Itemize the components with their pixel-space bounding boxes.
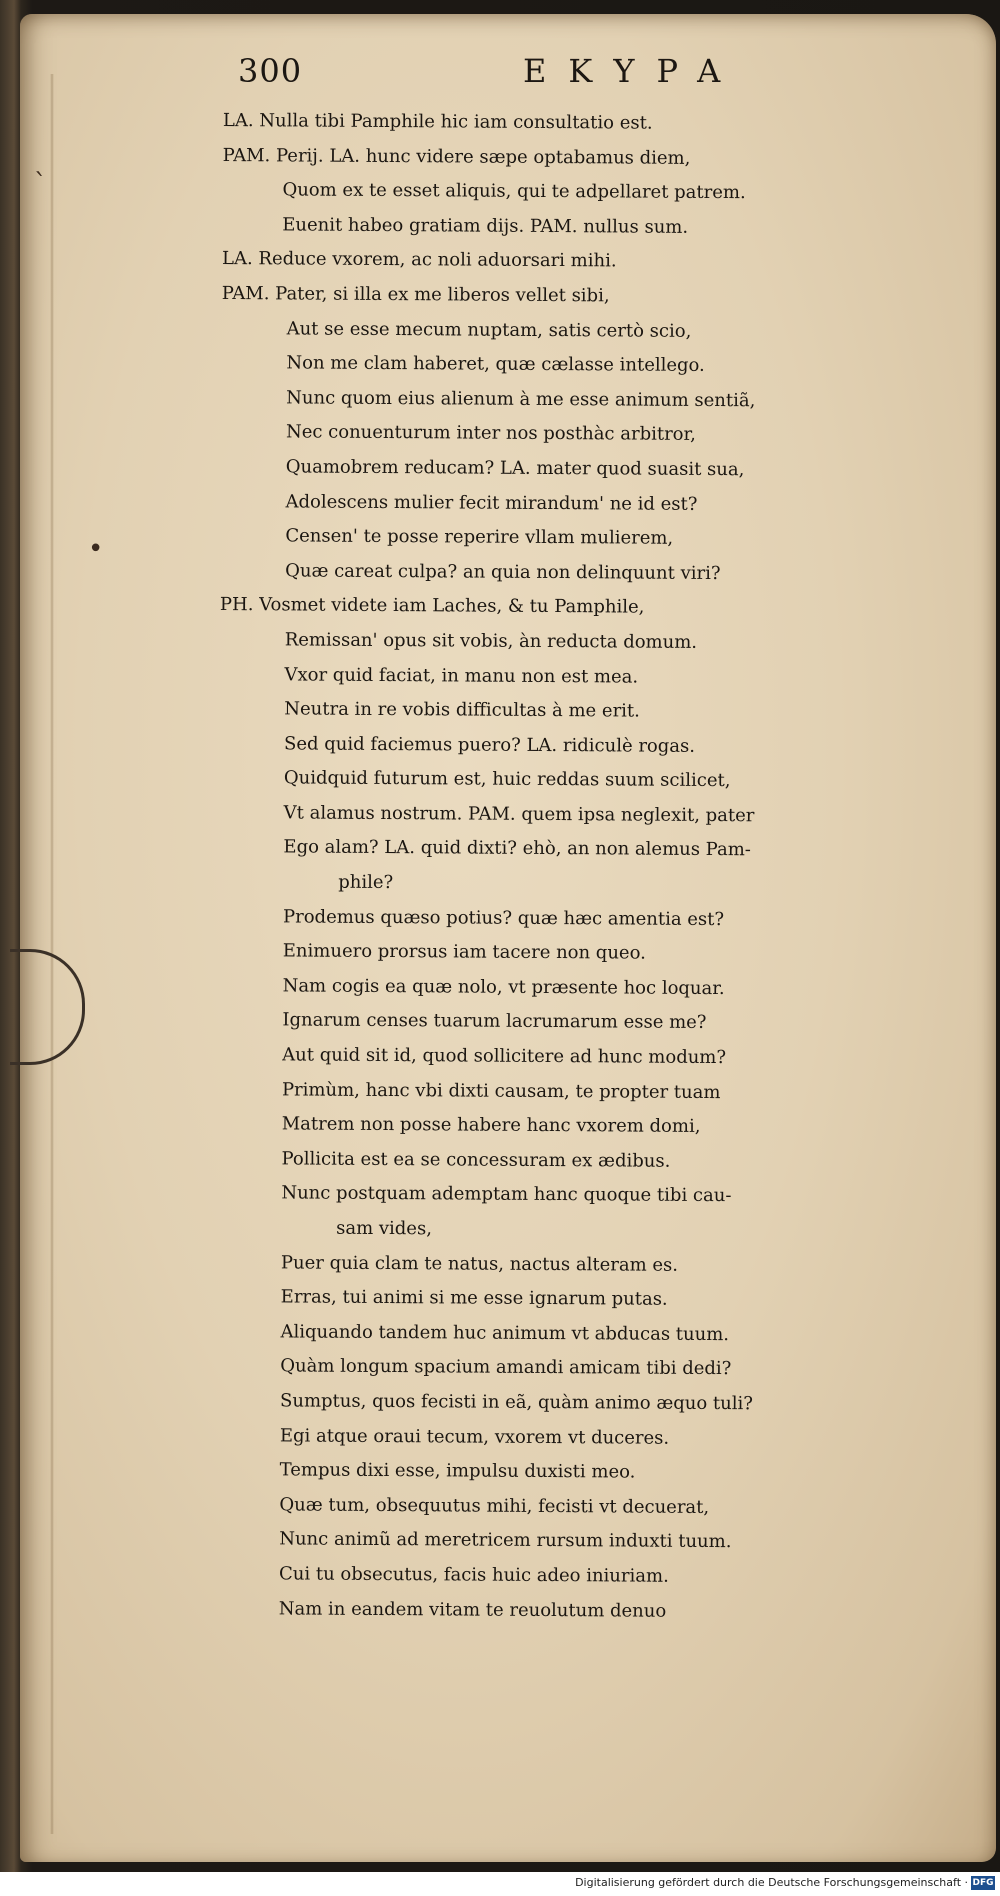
verse-text-block (214, 104, 1000, 1631)
text-line: Quamobrem reducam? LA. mater quod suasit sua, (285, 456, 745, 481)
text-line: Ignarum censes tuarum lacrumarum esse me? (282, 1009, 707, 1034)
text-line: Nam cogis ea quæ nolo, vt præsente hoc loquar. (282, 975, 725, 999)
text-line: Nec conuenturum inter nos posthàc arbitror, (285, 421, 696, 446)
text-line: Tempus dixi esse, impulsu duxisti meo. (279, 1459, 636, 1483)
text-line: Primùm, hanc vbi dixti causam, te propter tuam (281, 1079, 721, 1103)
text-line: Nunc quom eius alienum à me esse animum sentiã, (286, 387, 756, 412)
text-line: Adolescens mulier fecit mirandum' ne id est? (285, 490, 698, 515)
text-line: Matrem non posse habere hanc vxorem domi, (281, 1113, 701, 1138)
footer-credit: Digitalisierung gefördert durch die Deutsche Forschungsgemeinschaft · (575, 1876, 968, 1889)
text-line: Aliquando tandem huc animum vt abducas tuum. (280, 1321, 730, 1345)
text-line: Censen' te posse reperire vllam mulierem, (285, 525, 674, 549)
page-number: 300 (238, 52, 303, 90)
clasp-mark (10, 949, 85, 1065)
text-line: Erras, tui animi si me esse ignarum putas. (280, 1286, 668, 1310)
text-line: Aut se esse mecum nuptam, satis certò scio, (286, 317, 692, 342)
text-line: Sed quid faciemus puero? LA. ridiculè rogas. (284, 733, 696, 757)
margin-dot-mark: • (88, 534, 104, 564)
text-line: Ego alam? LA. quid dixti? ehò, an non alemus Pam- (283, 836, 751, 861)
book-page (20, 14, 996, 1862)
text-line: Quom ex te esset aliquis, qui te adpellaret patrem. (282, 179, 746, 204)
text-line: Quæ careat culpa? an quia non delinquunt viri? (285, 560, 721, 584)
text-line: Euenit habeo gratiam dijs. PAM. nullus sum. (282, 214, 689, 238)
text-line: PAM. Pater, si illa ex me liberos vellet sibi, (221, 282, 610, 307)
running-head (238, 52, 938, 102)
text-line: phile? (338, 871, 394, 894)
text-line: Vxor quid faciat, in manu non est mea. (284, 663, 639, 688)
text-line: PAM. Perij. LA. hunc videre sæpe optabamus diem, (222, 144, 691, 169)
text-line: Pollicita est ea se concessuram ex ædibus. (281, 1148, 671, 1172)
dfg-logo: DFG (972, 1878, 994, 1888)
text-line: Enimuero prorsus iam tacere non queo. (282, 940, 646, 964)
text-line: LA. Reduce vxorem, ac noli aduorsari mihi. (221, 248, 617, 272)
text-line: Nunc animũ ad meretricem rursum induxti tuum. (279, 1528, 732, 1553)
text-line: Cui tu obsecutus, facis huic adeo iniuriam. (278, 1563, 669, 1587)
text-line: Nunc postquam ademptam hanc quoque tibi cau- (281, 1182, 732, 1207)
text-line: Prodemus quæso potius? quæ hæc amentia est? (282, 906, 725, 930)
digitization-footer (0, 1872, 1000, 1896)
text-line: Quidquid futurum est, huic reddas suum scilicet, (283, 767, 731, 792)
text-line: Nam in eandem vitam te reuolutum denuo (278, 1597, 667, 1622)
text-line: Non me clam haberet, quæ cælasse intellego. (286, 352, 705, 377)
margin-tick-mark: ` (34, 169, 47, 199)
text-line: LA. Nulla tibi Pamphile hic iam consultatio est. (222, 109, 653, 134)
text-line: PH. Vosmet videte iam Laches, & tu Pamphile, (219, 594, 645, 618)
text-line: Remissan' opus sit vobis, àn reducta domum. (284, 629, 698, 653)
text-line: Quàm longum spacium amandi amicam tibi dedi? (280, 1355, 732, 1380)
text-line: Puer quia clam te natus, nactus alteram es. (280, 1251, 679, 1276)
text-line: Quæ tum, obsequutus mihi, fecisti vt decuerat, (279, 1494, 710, 1518)
text-line: Egi atque oraui tecum, vxorem vt duceres. (279, 1424, 670, 1449)
running-title: EKYPA (523, 52, 743, 90)
text-line: Vt alamus nostrum. PAM. quem ipsa neglexit, pater (283, 802, 755, 827)
text-line: Sumptus, quos fecisti in eã, quàm animo æquo tuli? (280, 1390, 754, 1415)
text-line: Neutra in re vobis difficultas à me erit. (284, 698, 640, 722)
text-line: Aut quid sit id, quod sollicitere ad hunc modum? (282, 1044, 727, 1069)
text-line: sam vides, (336, 1217, 433, 1240)
